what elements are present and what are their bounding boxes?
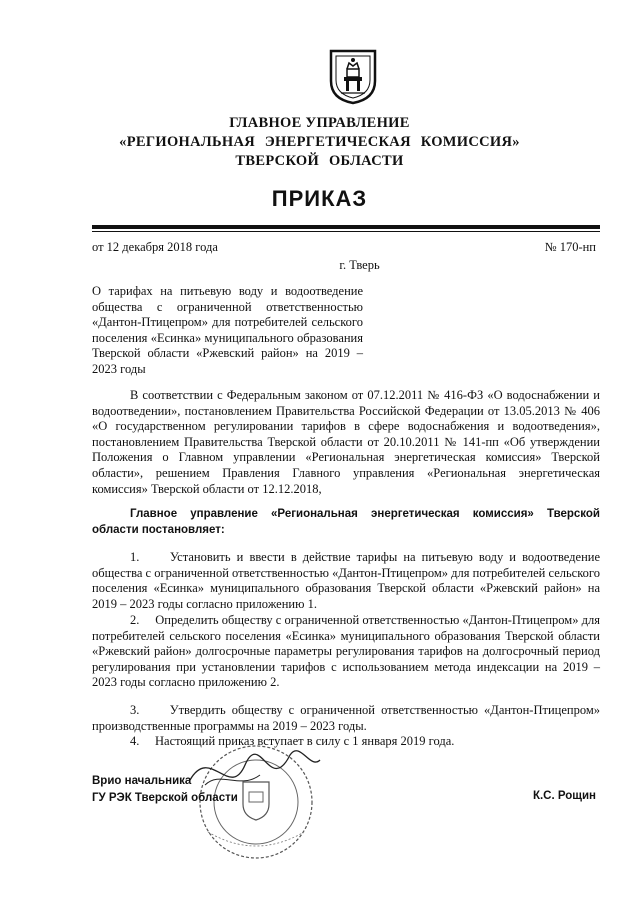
order-number: № 170-нп [544, 240, 596, 254]
order-item-4: 4. Настоящий приказ вступает в силу с 1 января 2019 года. [130, 734, 455, 748]
signatory-position-line2: ГУ РЭК Тверской области [92, 792, 238, 804]
signatory-name: К.С. Рощин [532, 790, 596, 802]
org-name-line1: ГЛАВНОЕ УПРАВЛЕНИЕ [229, 115, 410, 131]
preamble-paragraph: В соответствии с Федеральным законом от 07.12.2011 № 416-ФЗ «О водоснабжении и водоотведении», постановлением Правительства Российской Федерации от 13.05.2013 № 406 «О государственном регулировании тарифов в сфере водоснабжения и водоотведения», постановлением Правительства Тверской области от 20.10.2011 № 141-пп «Об утверждении Положения о Главном управлении «Региональная энергетическая комиссия» Тверской области», решением Правления Главного управления «Региональная энергетическая комиссия» Тверской области от 12.12.2018, [92, 388, 600, 496]
order-subject: О тарифах на питьевую воду и водоотведение общества с ограниченной ответственностью «Дантон-Птицепром» для потребителей сельского поселения «Есинка» муниципального образования Тверской области «Ржевский район» на 2019 – 2023 годы [92, 284, 363, 376]
tver-coat-of-arms-icon [327, 47, 379, 105]
order-item-3: 3. Утвердить обществу с ограниченной ответственностью «Дантон-Птицепром» производственные программы на 2019 – 2023 годы. [92, 703, 600, 733]
header-divider-thin [92, 231, 600, 232]
header-divider-thick [92, 225, 600, 229]
document-type-title: ПРИКАЗ [271, 186, 368, 211]
signatory-position-line1: Врио начальника [92, 775, 192, 787]
order-item-1: 1. Установить и ввести в действие тарифы на питьевую воду и водоотведение общества с ограниченной ответственностью «Дантон-Птицепром» для потребителей сельского поселения «Есинка» муниципального образования Тверской области «Ржевский район» на 2019 – 2023 годы согласно приложению 1. [92, 550, 600, 611]
order-city: г. Тверь [339, 258, 380, 272]
order-item-2: 2. Определить обществу с ограниченной ответственностью «Дантон-Птицепром» для потребителей сельского поселения «Есинка» муниципального образования Тверской области «Ржевский район» долгосрочные параметры регулирования тарифов на долгосрочный период регулирования при установлении тарифов с использованием метода индексации на 2019 – 2023 годы согласно приложению 2. [92, 613, 600, 690]
decree-statement: Главное управление «Региональная энергетическая комиссия» Тверской области постановляет: [92, 508, 600, 536]
org-name-line2: «РЕГИОНАЛЬНАЯ ЭНЕРГЕТИЧЕСКАЯ КОМИССИЯ» [119, 134, 520, 150]
org-name-line3: ТВЕРСКОЙ ОБЛАСТИ [235, 153, 404, 169]
signatory-position [92, 773, 238, 807]
order-date: от 12 декабря 2018 года [92, 240, 218, 254]
